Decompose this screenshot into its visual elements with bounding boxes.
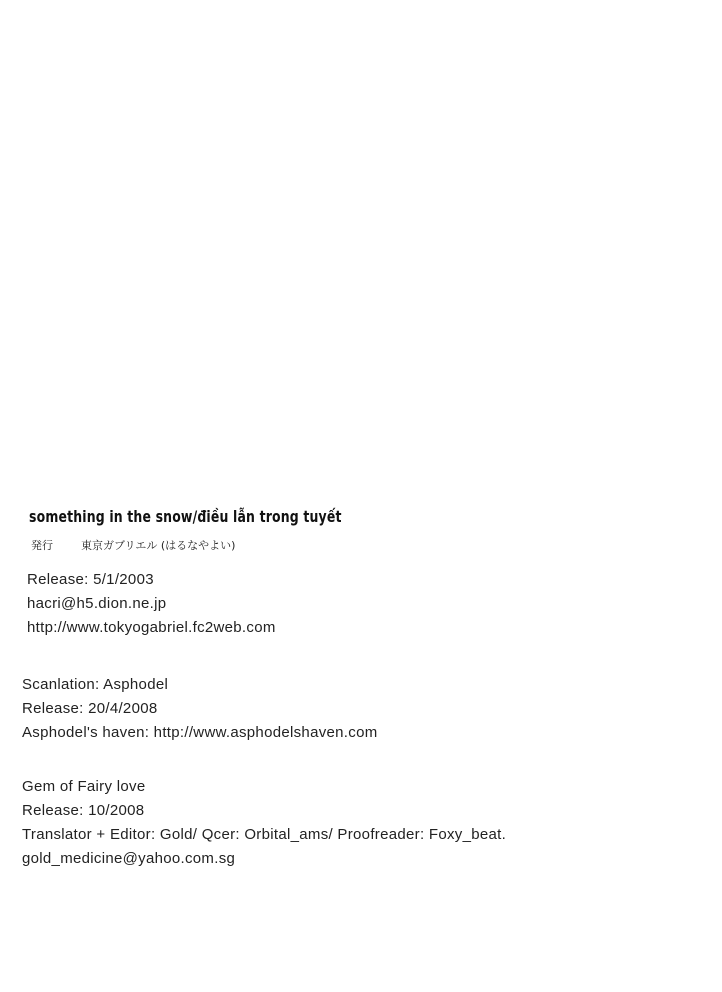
original-release: Release: 5/1/2003 xyxy=(27,571,154,588)
scanlation-haven: Asphodel's haven: http://www.asphodelshaven.com xyxy=(22,724,378,741)
original-website: http://www.tokyogabriel.fc2web.com xyxy=(27,619,276,636)
publisher-name: 東京ガブリエル (はるなやよい) xyxy=(81,539,236,552)
original-email: hacri@h5.dion.ne.jp xyxy=(27,595,167,612)
translation-group: Gem of Fairy love xyxy=(22,778,146,795)
translation-credits: Translator + Editor: Gold/ Qcer: Orbital_ams/ Proofreader: Foxy_beat. xyxy=(22,826,507,843)
scanlation-info-block xyxy=(22,673,378,745)
translation-email: gold_medicine@yahoo.com.sg xyxy=(22,850,236,867)
page-title: something in the snow/điều lẫn trong tuyết xyxy=(29,507,342,526)
publisher-line xyxy=(31,537,235,553)
scanlation-group: Scanlation: Asphodel xyxy=(22,676,169,693)
scanlation-release: Release: 20/4/2008 xyxy=(22,700,158,717)
original-info-block xyxy=(27,568,276,640)
translation-release: Release: 10/2008 xyxy=(22,802,145,819)
publisher-label: 発行 xyxy=(31,539,53,552)
translation-info-block xyxy=(22,775,506,871)
